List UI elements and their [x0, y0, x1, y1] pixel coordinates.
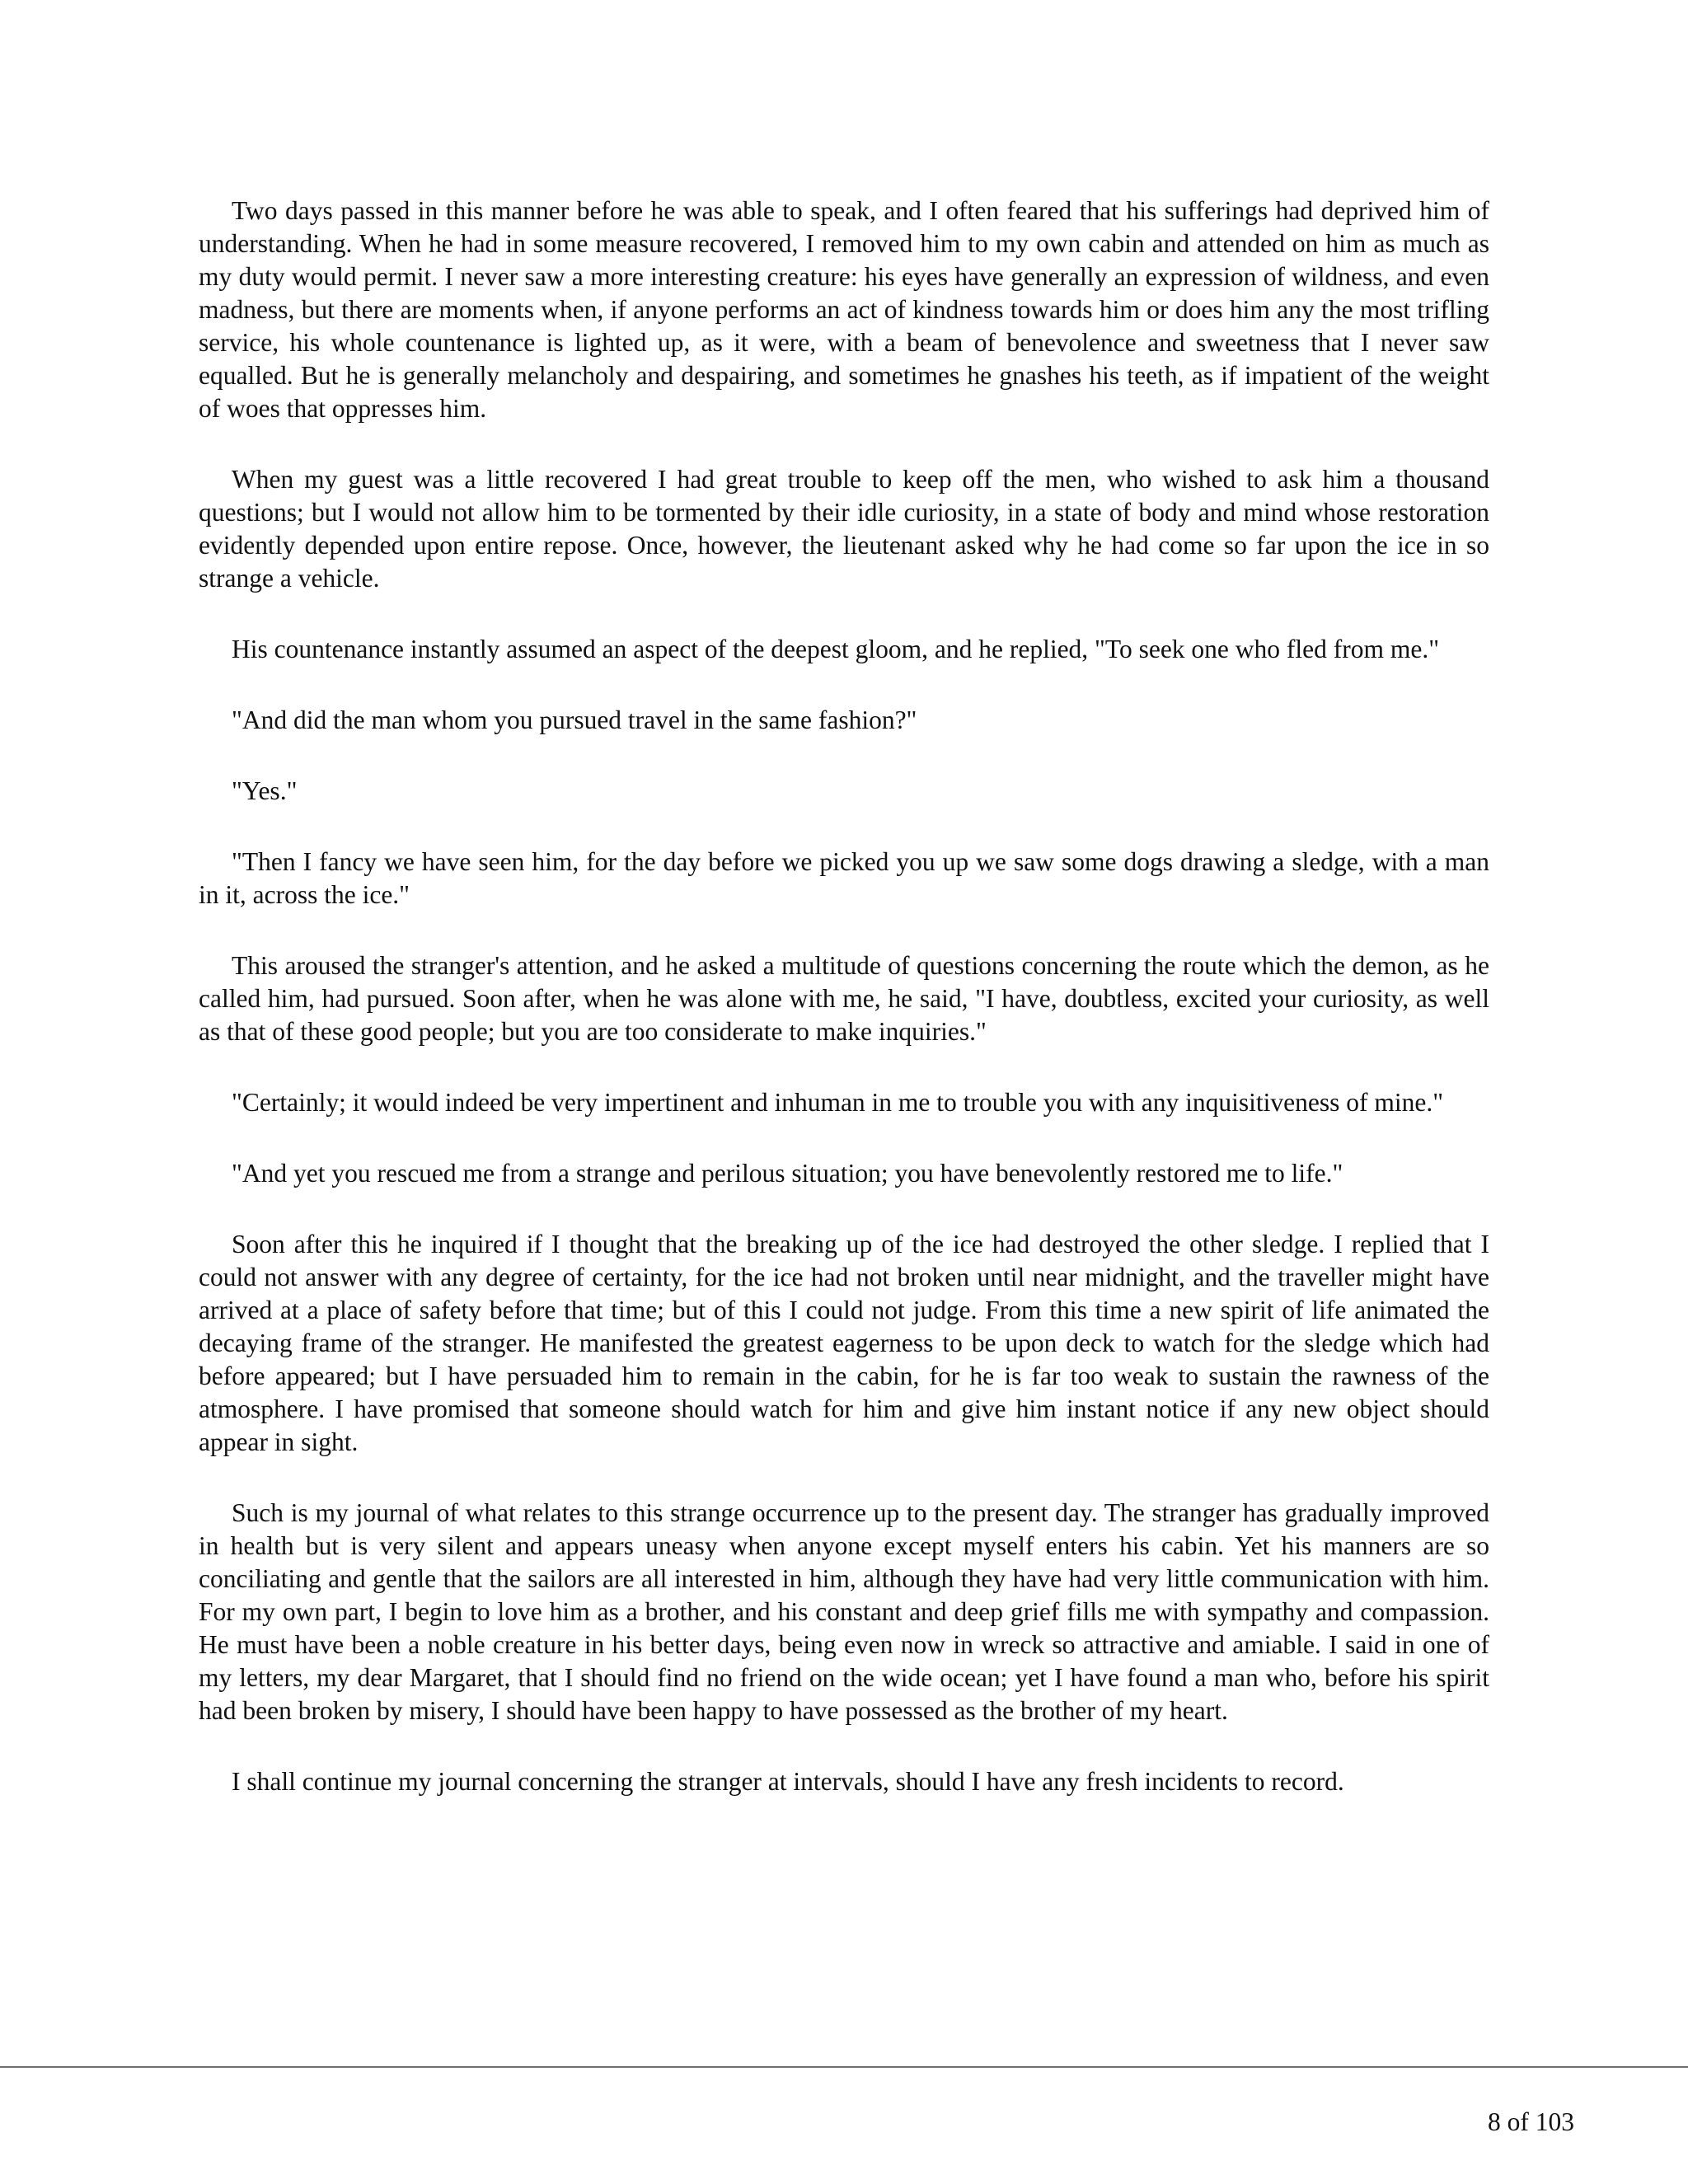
- paragraph: I shall continue my journal concerning the stranger at intervals, should I have any fresh incidents to record.: [232, 1767, 1344, 1796]
- paragraph: "And did the man whom you pursued travel in the same fashion?": [232, 705, 917, 734]
- paragraph: "Then I fancy we have seen him, for the day before we picked you up we saw some dogs drawing a sledge, with a man in it, across the ice.": [199, 847, 1489, 909]
- paragraph: His countenance instantly assumed an aspect of the deepest gloom, and he replied, "To seek one who fled from me.": [232, 635, 1440, 663]
- paragraph: "Yes.": [232, 776, 298, 805]
- paragraph: Such is my journal of what relates to this strange occurrence up to the present day. The stranger has gradually improved in health but is very silent and appears uneasy when anyone except myself enters his cabin. Yet his manners are so conciliating and gentle that the sailors are all interested in him, although they have had very little communication with him. For my own part, I begin to love him as a brother, and his constant and deep grief fills me with sympathy and compassion. He must have been a noble creature in his better days, being even now in wreck so attractive and amiable. I said in one of my letters, my dear Margaret, that I should find no friend on the wide ocean; yet I have found a man who, before his spirit had been broken by misery, I should have been happy to have possessed as the brother of my heart.: [199, 1498, 1489, 1725]
- footer-divider: [0, 2066, 1688, 2068]
- paragraph: "And yet you rescued me from a strange and perilous situation; you have benevolently restored me to life.": [232, 1159, 1343, 1188]
- page-number: 8 of 103: [1488, 2107, 1574, 2136]
- paragraph: "Certainly; it would indeed be very impertinent and inhuman in me to trouble you with any inquisitiveness of mine.": [232, 1088, 1444, 1117]
- paragraph: Two days passed in this manner before he was able to speak, and I often feared that his sufferings had deprived him of understanding. When he had in some measure recovered, I removed him to my own cabin and attended on him as much as my duty would permit. I never saw a more interesting creature: his eyes have generally an expression of wildness, and even madness, but there are moments when, if anyone performs an act of kindness towards him or does him any the most trifling service, his whole countenance is lighted up, as it were, with a beam of benevolence and sweetness that I never saw equalled. But he is generally melancholy and despairing, and sometimes he gnashes his teeth, as if impatient of the weight of woes that oppresses him.: [199, 196, 1489, 423]
- paragraph: When my guest was a little recovered I had great trouble to keep off the men, who wished to ask him a thousand questions; but I would not allow him to be tormented by their idle curiosity, in a state of body and mind whose restoration evidently depended upon entire repose. Once, however, the lieutenant asked why he had come so far upon the ice in so strange a vehicle.: [199, 465, 1489, 593]
- page-body-text: [199, 194, 1489, 1836]
- paragraph: This aroused the stranger's attention, and he asked a multitude of questions concerning the route which the demon, as he called him, had pursued. Soon after, when he was alone with me, he said, "I have, doubtless, excited your curiosity, as well as that of these good people; but you are too considerate to make inquiries.": [199, 951, 1489, 1046]
- paragraph: Soon after this he inquired if I thought that the breaking up of the ice had destroyed the other sledge. I replied that I could not answer with any degree of certainty, for the ice had not broken until near midnight, and the traveller might have arrived at a place of safety before that time; but of this I could not judge. From this time a new spirit of life animated the decaying frame of the stranger. He manifested the greatest eagerness to be upon deck to watch for the sledge which had before appeared; but I have persuaded him to remain in the cabin, for he is far too weak to sustain the rawness of the atmosphere. I have promised that someone should watch for him and give him instant notice if any new object should appear in sight.: [199, 1230, 1489, 1456]
